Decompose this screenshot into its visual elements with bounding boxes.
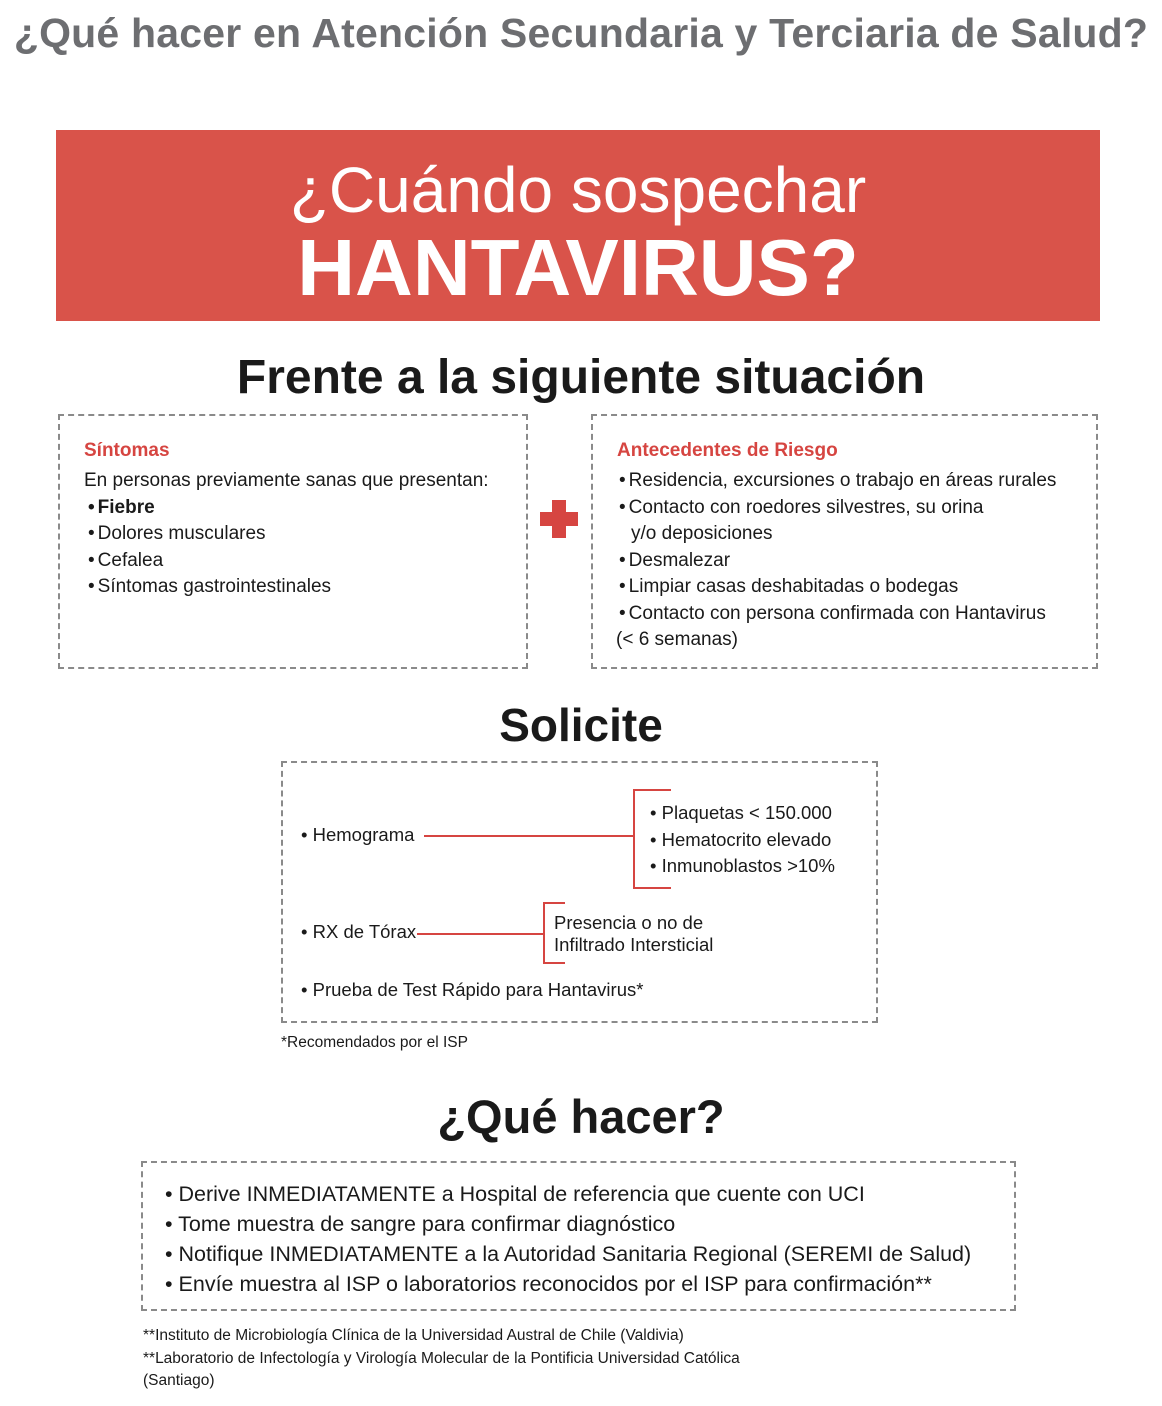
rapid-test-label: Prueba de Test Rápido para Hantavirus*	[312, 979, 644, 1000]
list-item: • Limpiar casas deshabitadas o bodegas	[619, 574, 1096, 601]
list-item: • Contacto con roedores silvestres, su orina	[619, 495, 1096, 522]
list-item: • Fiebre	[88, 495, 526, 522]
test-hemograma: • Hemograma	[301, 824, 415, 845]
list-item: • Residencia, excursiones o trabajo en áreas rurales	[619, 468, 1096, 495]
action-item: • Notifique INMEDIATAMENTE a la Autoridad Sanitaria Regional (SEREMI de Salud)	[165, 1242, 972, 1266]
risk-heading: Antecedentes de Riesgo	[617, 440, 838, 461]
test-rx: • RX de Tórax	[301, 921, 417, 942]
bracket-line	[633, 887, 671, 889]
symptoms-intro: En personas previamente sanas que presentan:	[84, 470, 489, 491]
list-item: • Desmalezar	[619, 548, 1096, 575]
footnote-line3: (Santiago)	[143, 1372, 215, 1389]
action-item: • Tome muestra de sangre para confirmar diagnóstico	[165, 1212, 676, 1236]
hemograma-findings: • Plaquetas < 150.000 • Hematocrito elevado • Inmunoblastos >10%	[650, 802, 835, 876]
risk-list-2	[619, 548, 1096, 628]
action-item: • Derive INMEDIATAMENTE a Hospital de referencia que cuente con UCI	[165, 1182, 865, 1206]
rx-finding-line1: Presencia o no de	[554, 912, 704, 933]
actions-title: ¿Qué hacer?	[437, 1090, 725, 1143]
finding-hematocrit: Hematocrito elevado	[661, 828, 832, 850]
bracket-line	[633, 789, 635, 889]
rx-label: RX de Tórax	[312, 921, 417, 942]
banner-line2: HANTAVIRUS?	[297, 223, 859, 312]
connector-line	[424, 835, 634, 837]
plus-icon	[540, 500, 578, 538]
test-rapid: • Prueba de Test Rápido para Hantavirus*	[301, 979, 644, 1000]
symptoms-list	[88, 495, 526, 601]
symptoms-heading: Síntomas	[84, 440, 170, 461]
finding-platelets: Plaquetas < 150.000	[661, 802, 832, 823]
finding-immunoblasts: Inmunoblastos >10%	[661, 855, 835, 876]
bracket-line	[543, 962, 565, 964]
page-heading: ¿Qué hacer en Atención Secundaria y Terciaria de Salud?	[13, 10, 1149, 56]
list-item: • Síntomas gastrointestinales	[88, 574, 526, 601]
symptoms-box	[58, 414, 528, 669]
bracket-line	[543, 902, 545, 964]
bracket-line	[543, 902, 565, 904]
title-banner	[56, 130, 1100, 321]
bracket-line	[633, 789, 671, 791]
banner-line1: ¿Cuándo sospechar	[289, 154, 867, 226]
lab-footnotes	[143, 1325, 740, 1393]
list-item: • Contacto con persona confirmada con Hantavirus	[619, 601, 1096, 628]
list-item: • Dolores musculares	[88, 521, 526, 548]
hemograma-label: Hemograma	[312, 824, 415, 845]
risk-box	[591, 414, 1098, 669]
action-item: • Envíe muestra al ISP o laboratorios reconocidos por el ISP para confirmación**	[165, 1272, 932, 1296]
isp-footnote: *Recomendados por el ISP	[281, 1034, 468, 1051]
tests-box	[281, 761, 878, 1023]
rx-finding	[554, 912, 713, 956]
footnote-line2: **Laboratorio de Infectología y Virología Molecular de la Pontificia Universidad Católica	[143, 1349, 740, 1367]
situation-title: Frente a la siguiente situación	[236, 351, 926, 404]
risk-item-continuation: (< 6 semanas)	[616, 629, 738, 650]
risk-item-continuation: y/o deposiciones	[631, 523, 773, 544]
risk-list	[619, 468, 1096, 521]
list-item: • Cefalea	[88, 548, 526, 575]
request-title: Solicite	[499, 699, 663, 751]
footnote-line1: **Instituto de Microbiología Clínica de la Universidad Austral de Chile (Valdivia)	[143, 1327, 684, 1344]
actions-box	[141, 1161, 1016, 1311]
connector-line	[417, 933, 545, 935]
rx-finding-line2: Infiltrado Intersticial	[554, 934, 714, 955]
